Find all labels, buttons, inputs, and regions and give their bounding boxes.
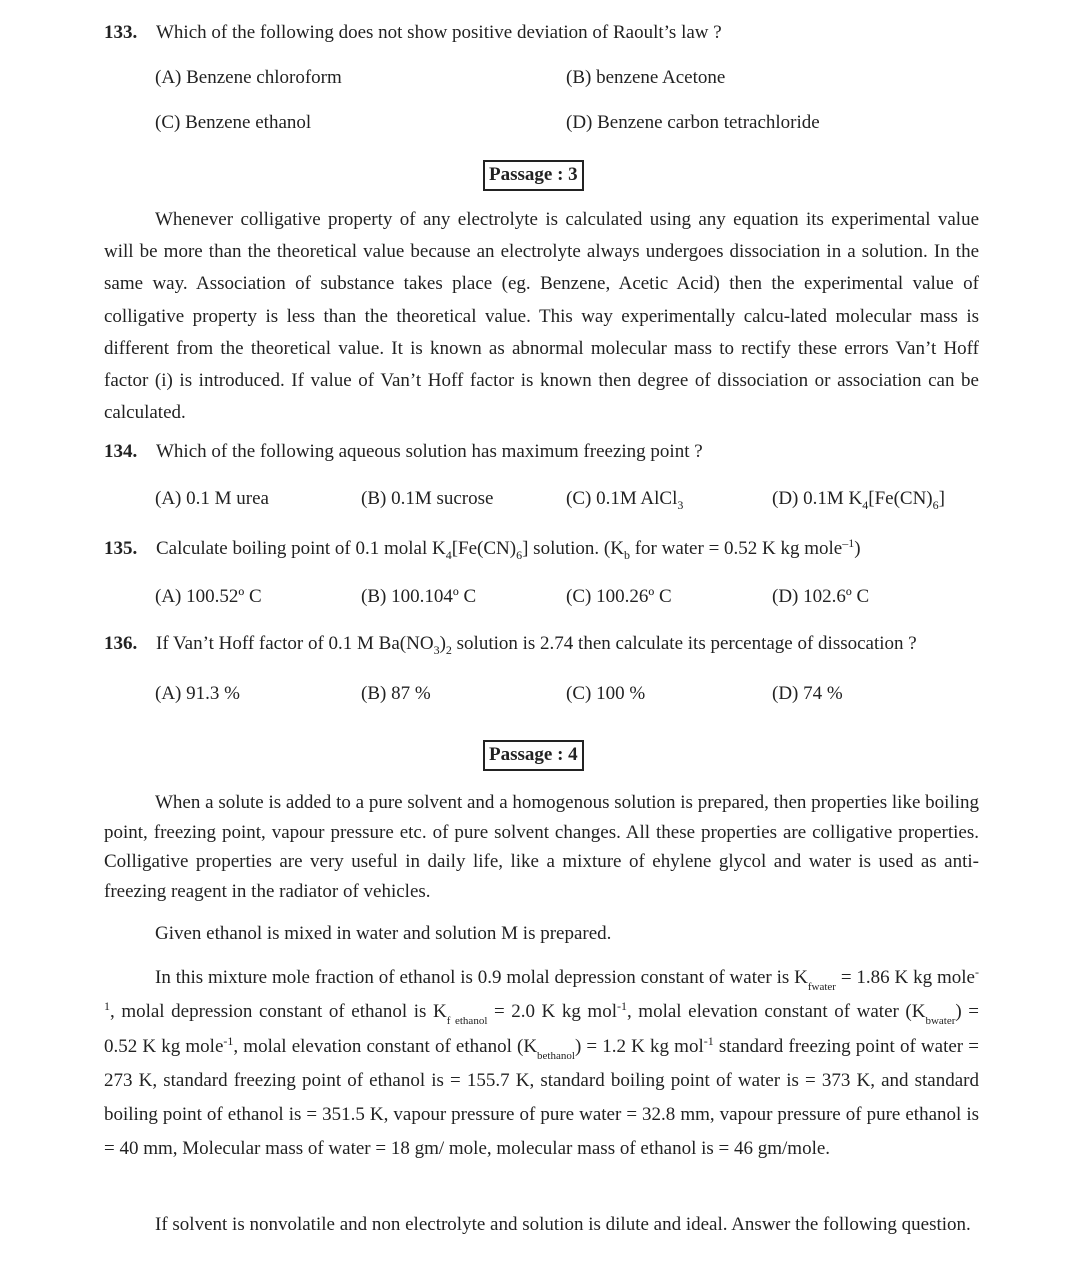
passage-4-paragraph-1: When a solute is added to a pure solvent and a homogenous solution is prepared, then properties like boiling point, freezing point, vapour pressure etc. of pure solvent changes. All these properties are colligative properties. Colligative properties are very useful in daily life, like a mixture of ehylene glycol and water is used as anti-freezing reagent in the radiator of vehicles. [104, 792, 979, 902]
passage-3-label: Passage : 3 [483, 160, 584, 191]
option-a: (A) 100.52º C [155, 586, 262, 607]
passage-4-paragraph-2: Given ethanol is mixed in water and solution M is prepared. [155, 923, 612, 944]
option-b: (B) benzene Acetone [566, 67, 726, 88]
question-number: 135. [104, 538, 138, 559]
option-d: (D) Benzene carbon tetrachloride [566, 112, 820, 133]
question-134 [104, 441, 980, 463]
question-text: Calculate boiling point of 0.1 molal $K_4[Fe(CN)_6]$ solution. ($K_b$ for water = 0.52 K kg mole$^{-1}$) [156, 536, 861, 562]
question-number: 133. [104, 22, 138, 43]
option-a: (A) 0.1 M urea [155, 488, 269, 509]
option-c: (C) 100.26º C [566, 586, 672, 607]
option-c: (C) 100 % [566, 683, 646, 704]
passage-4-label: Passage : 4 [483, 740, 584, 771]
option-b: (B) 87 % [361, 683, 431, 704]
option-d: (D) 0.1M $K_4[Fe(CN)_6]$ [772, 488, 945, 512]
question-text: Which of the following aqueous solution has maximum freezing point ? [156, 441, 703, 462]
question-number: 136. [104, 633, 138, 654]
option-b: (B) 100.104º C [361, 586, 477, 607]
question-number: 134. [104, 441, 138, 462]
question-text: If Van’t Hoff factor of 0.1 M $Ba(NO_3)_2$ solution is 2.74 then calculate its percentage of dissocation ? [156, 633, 917, 657]
option-d: (D) 102.6º C [772, 586, 870, 607]
option-b: (B) 0.1M sucrose [361, 488, 494, 509]
question-text: Which of the following does not show positive deviation of Raoult’s law ? [156, 22, 722, 43]
passage-4-paragraph-3: In this mixture mole fraction of ethanol is 0.9 molal depression constant of water is $K_{fwater} = 1.86$ K kg mole$^{-1}$, molal depression constant of ethanol is $K_f$ $_{ethanol}$ = 2.0 K kg mol$^{-1}$, molal elevation constant of water $(K_{bwater}) = 0.52$ K kg mole$^{-1}$, molal elevation constant of ethanol $(K_{bethanol}) = 1.2$ K kg mol$^{-1}$ standard freezing point of water = 273 K, standard freezing point of ethanol is = 155.7 K, standard boiling point of water is = 373 K, and standard boiling point of ethanol is = 351.5 K, vapour pressure of pure water = 32.8 mm, vapour pressure of pure ethanol is = 40 mm, Molecular mass of water = 18 gm/ mole, molecular mass of ethanol is = 46 gm/mole. [104, 965, 980, 1160]
question-136 [104, 633, 980, 655]
question-133 [104, 22, 980, 44]
option-c: (C) Benzene ethanol [155, 112, 312, 133]
option-d: (D) 74 % [772, 683, 843, 704]
passage-4-paragraph-4: If solvent is nonvolatile and non electrolyte and solution is dilute and ideal. Answer the following question. [155, 1214, 971, 1235]
passage-3-text: Whenever colligative property of any electrolyte is calculated using any equation its experimental value will be more than the theoretical value because an electrolyte always undergoes dissociation in a solution. In the same way. Association of substance takes place (eg. Benzene, Acetic Acid) then the experimental value of colligative property is less than the theoretical value. This way experimentally calcu-lated molecular mass is different from the theoretical value. It is known as abnormal molecular mass to rectify these errors Van’t Hoff factor (i) is introduced. If value of Van’t Hoff factor is known then degree of dissociation or association can be calculated. [104, 209, 979, 424]
option-a: (A) 91.3 % [155, 683, 240, 704]
option-a: (A) Benzene chloroform [155, 67, 342, 88]
option-c: (C) 0.1M AlCl$_3$ [566, 488, 684, 512]
question-135 [104, 538, 980, 560]
